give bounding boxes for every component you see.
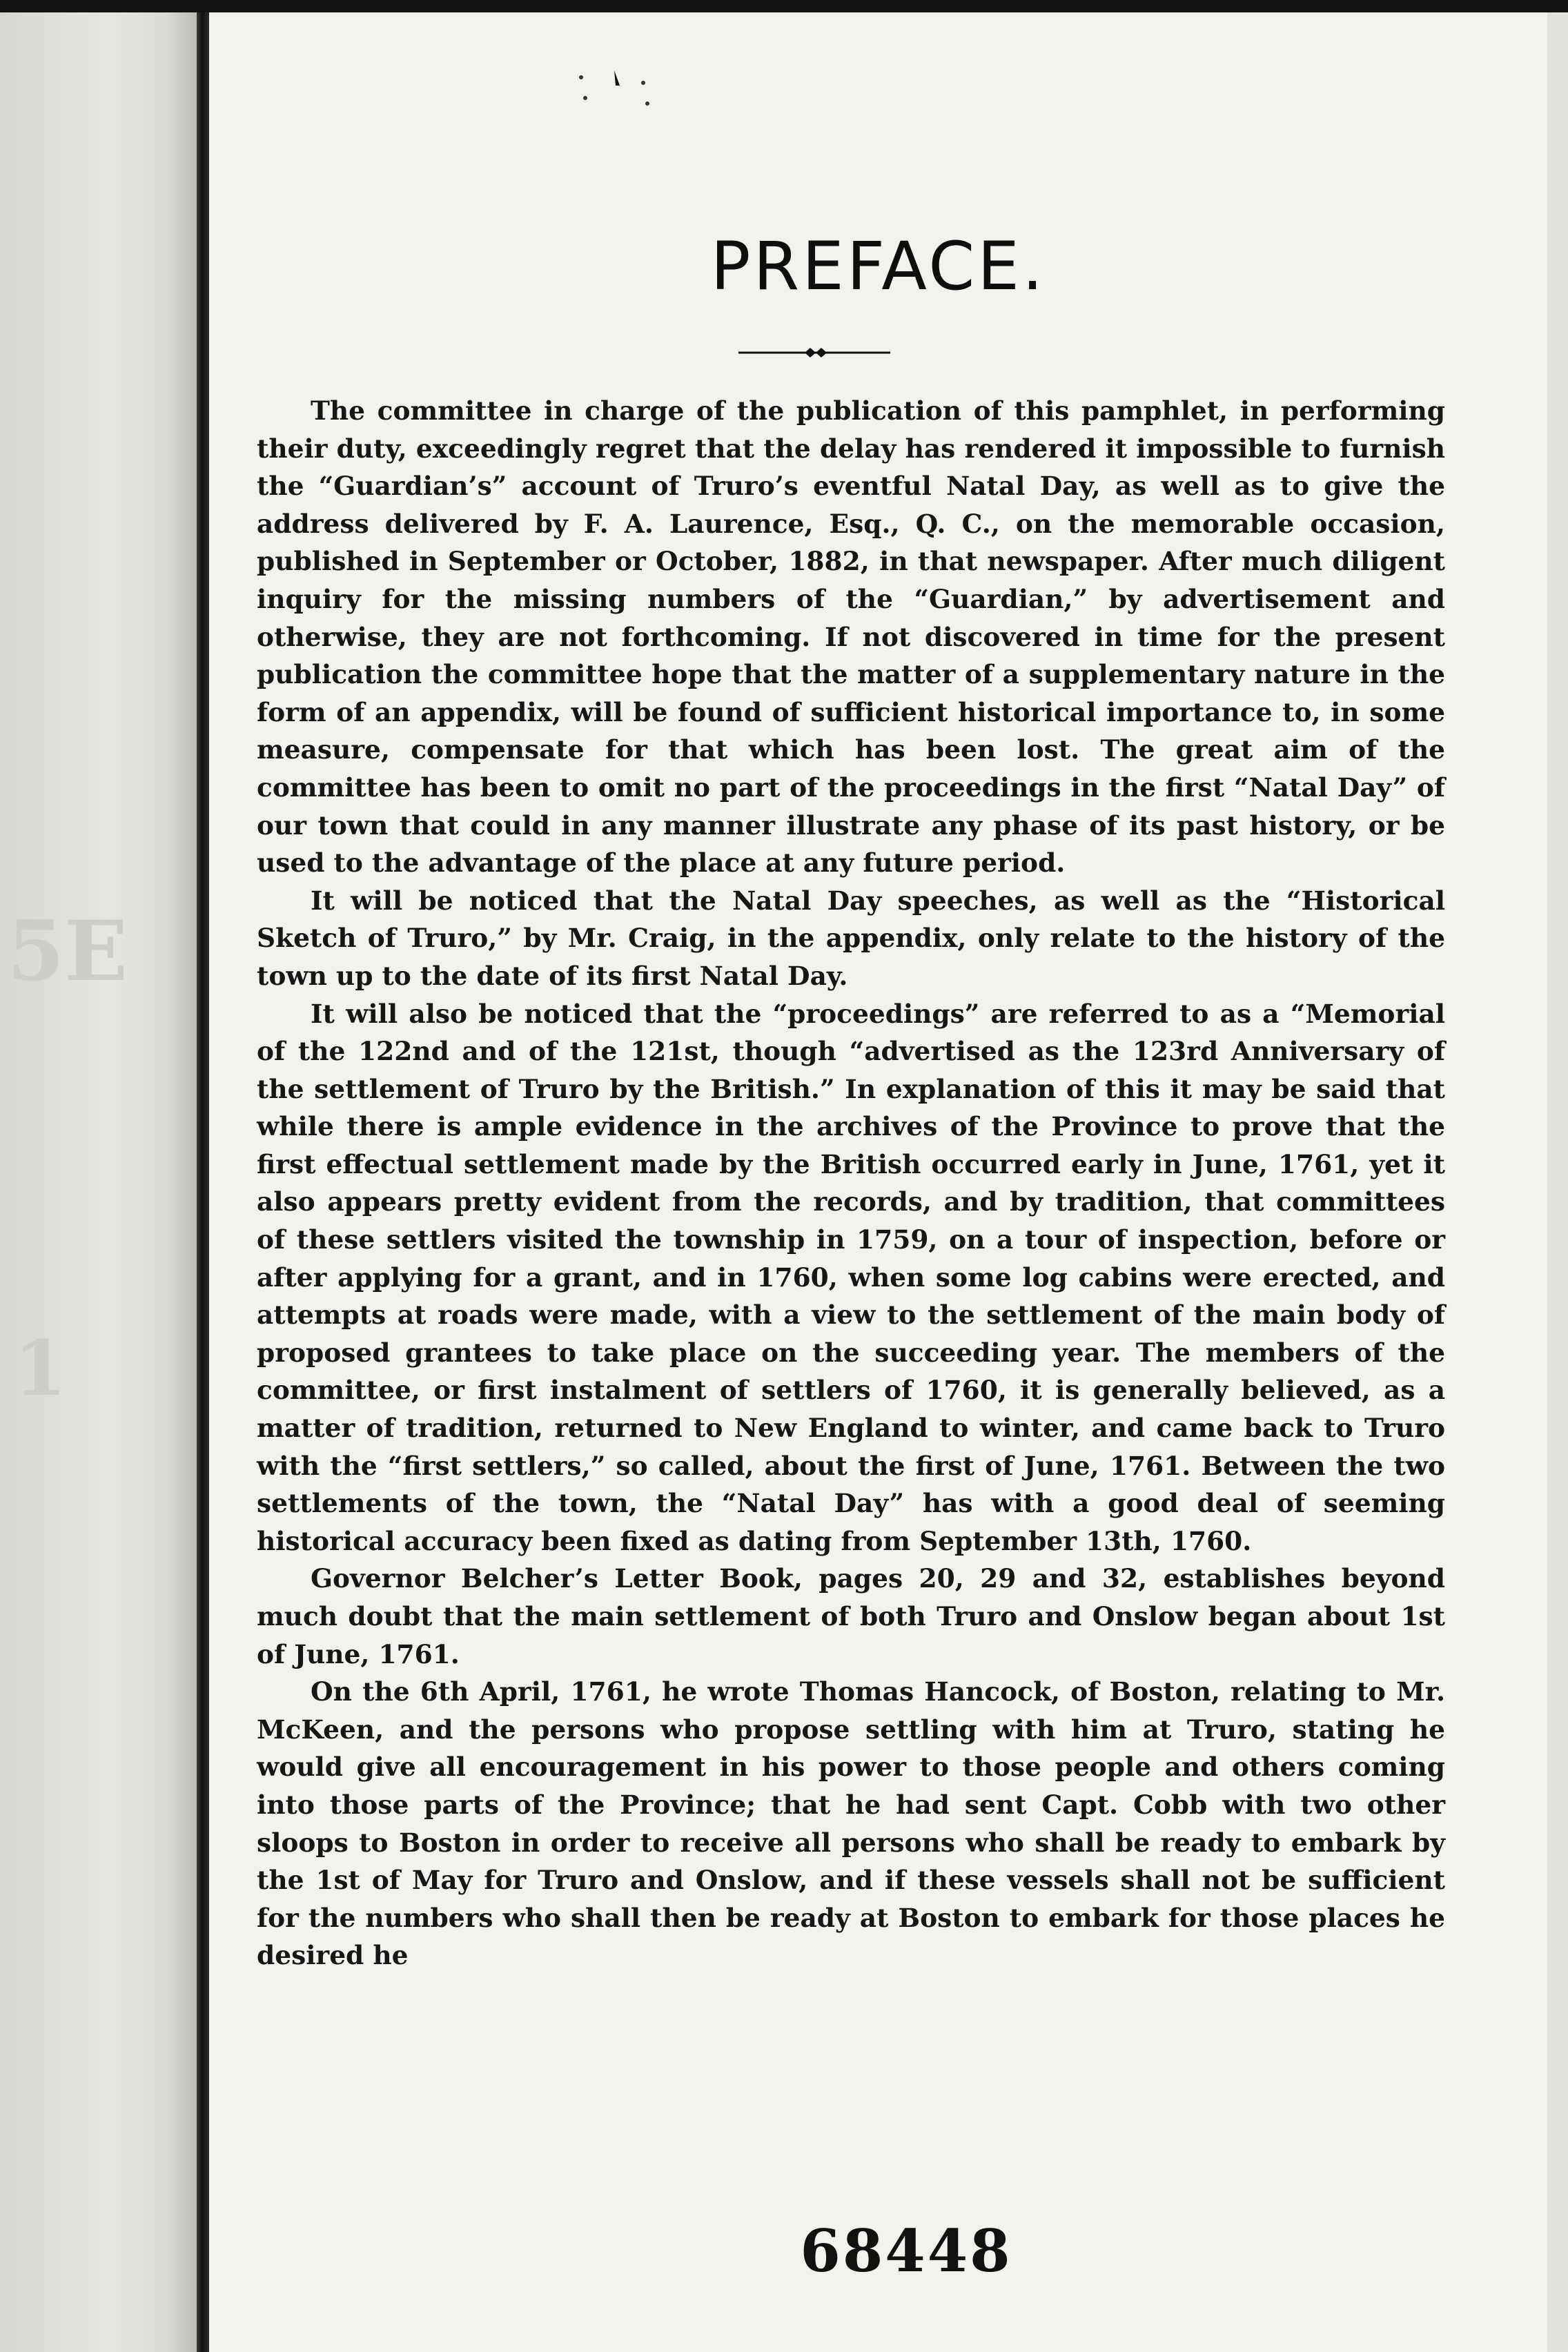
page-spine-shadow <box>197 12 209 2352</box>
right-page-edge <box>1547 12 1568 2352</box>
preface-paragraph: Governor Belcher’s Letter Book, pages 20, 29 and 32, establishes beyond much doubt that the main settlement of both Truro and Onslow began about 1st of June, 1761. <box>257 1563 1445 1669</box>
preface-body <box>257 392 1445 1974</box>
page-title: PREFACE. <box>710 228 1046 305</box>
title-ornament-rule <box>738 344 890 362</box>
preface-paragraph: On the 6th April, 1761, he wrote Thomas Hancock, of Boston, relating to Mr. McKeen, and the persons who propose settling with him at Truro, stating he would give all encouragement in his power to those people and others coming into those parts of the Province; that he had sent Capt. Cobb with two other sloops to Boston in order to receive all persons who shall be ready to embark by the 1st of May for Truro and Onslow, and if these vessels shall not be sufficient for the numbers who shall then be ready at Boston to embark for those places he desired he <box>257 1676 1445 1971</box>
preface-paragraph: The committee in charge of the publication of this pamphlet, in performing their duty, exceedingly regret that the delay has rendered it impossible to furnish the “Guardian’s” account of Truro’s eventful Natal Day, as well as to give the address delivered by F. A. Laurence, Esq., Q. C., on the memorable occasion, published in September or October, 1882, in that newspaper. After much diligent inquiry for the missing numbers of the “Guardian,” by advertisement and otherwise, they are not forthcoming. If not discovered in time for the present publication the committee hope that the matter of a supplementary nature in the form of an appendix, will be found of sufficient historical importance to, in some measure, compensate for that which has been lost. The great aim of the committee has been to omit no part of the proceedings in the first “Natal Day” of our town that could in any manner illustrate any phase of its past history, or be used to the advantage of the place at any future period. <box>257 395 1445 879</box>
scan-top-border <box>0 0 1568 12</box>
facing-page-edge <box>0 12 197 2352</box>
bleed-through-mark: 5E <box>7 903 128 1000</box>
ink-specks <box>566 62 690 117</box>
bleed-through-mark: 1 <box>14 1324 67 1413</box>
preface-paragraph: It will also be noticed that the “proceedings” are referred to as a “Memorial of the 122nd and of the 121st, though “advertised as the 123rd Anniversary of the settlement of Truro by the British.” In explanation of this it may be said that while there is ample evidence in the archives of the Province to prove that the first effectual settlement made by the British occurred early in June, 1761, yet it also appears pretty evident from the records, and by tradition, that committees of these settlers visited the township in 1759, on a tour of inspection, before or after applying for a grant, and in 1760, when some log cabins were erected, and attempts at roads were made, with a view to the settlement of the main body of proposed grantees to take place on the succeeding year. The members of the committee, or first instalment of settlers of 1760, it is generally believed, as a matter of tradition, returned to New England to winter, and came back to Truro with the “first settlers,” so called, about the first of June, 1761. Between the two settlements of the town, the “Natal Day” has with a good deal of seeming historical accuracy been fixed as dating from September 13th, 1760. <box>257 998 1445 1556</box>
page-number: 68448 <box>800 2217 1012 2285</box>
preface-paragraph: It will be noticed that the Natal Day speeches, as well as the “Historical Sketch of Truro,” by Mr. Craig, in the appendix, only relate to the history of the town up to the date of its first Natal Day. <box>257 885 1445 991</box>
